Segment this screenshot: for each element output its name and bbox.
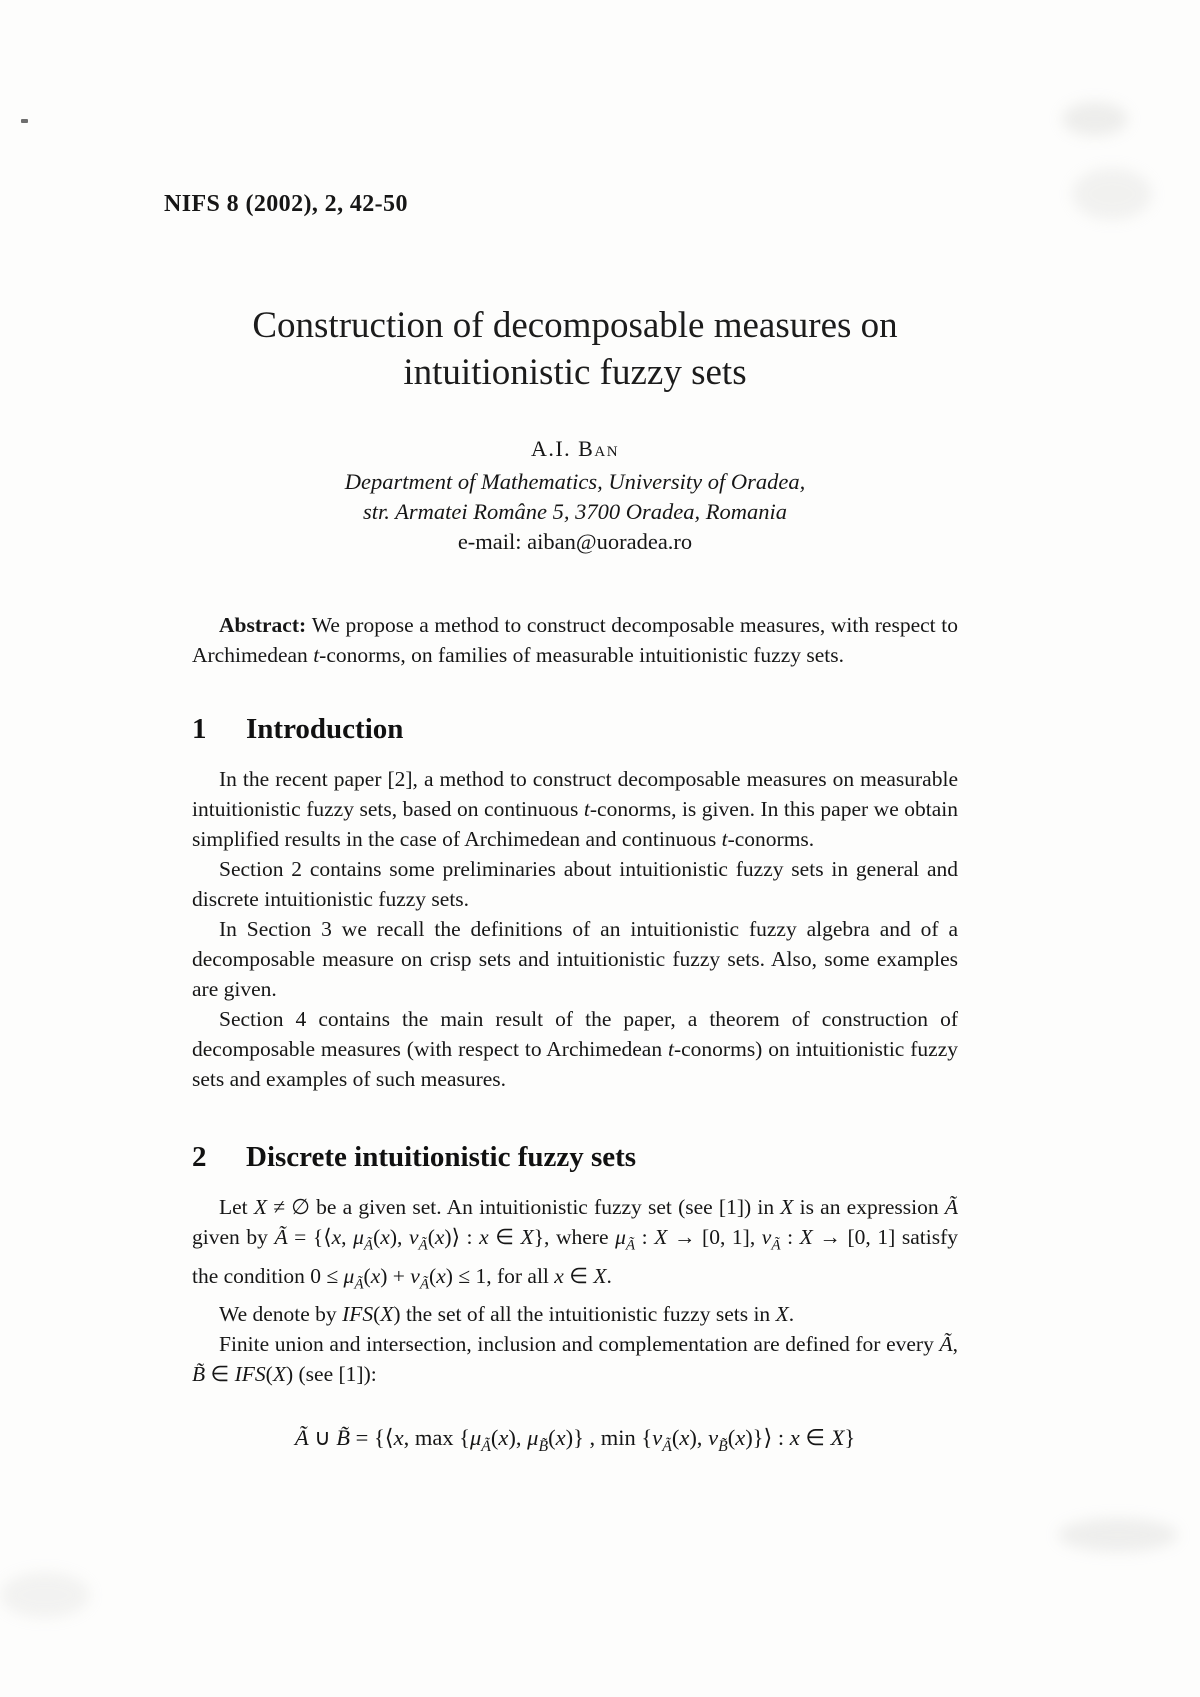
text-column	[164, 0, 958, 1464]
section-2-paragraph-1: Let X ≠ ∅ be a given set. An intuitionistic fuzzy set (see [1]) in X is an expression Ã given by Ã = {⟨x, $\mu_Ã(x)$, $\nu_Ã(x)⟩$ : x ∈ X}, where $\mu_Ã$ : X → [0, 1], $\nu_Ã$ : X → [0, 1] satisfy the condition $0 \le \mu_Ã(x) + \nu_Ã(x) \le 1$, for all x ∈ X.	[192, 1195, 958, 1293]
paper-title-line-1: Construction of decomposable measures on	[252, 305, 898, 346]
scan-smudge-bottom-right-2	[0, 1572, 90, 1618]
section-1-number: 1	[192, 713, 207, 745]
intro-paragraph-3: In Section 3 we recall the definitions of an intuitionistic fuzzy algebra and of a decomposable measure on crisp sets and intuitionistic fuzzy sets. Also, some examples are given.	[192, 917, 958, 1001]
scan-smudge-bottom-right-1	[1058, 1518, 1178, 1552]
scan-smudge-top-right-1	[1062, 102, 1128, 136]
scan-smudge-top-right-2	[1072, 168, 1152, 220]
section-2-number: 2	[192, 1141, 207, 1173]
abstract-paragraph: Abstract: We propose a method to construct decomposable measures, with respect to Archimedean t-conorms, on families of measurable intuitionistic fuzzy sets.	[192, 613, 958, 667]
scan-speck	[21, 119, 28, 123]
section-2-paragraph-3: Finite union and intersection, inclusion and complementation are defined for every Ã, B̃ ∈ IFS(X) (see [1]):	[192, 1332, 958, 1387]
section-1-heading	[192, 712, 958, 746]
section-2-heading	[192, 1140, 958, 1174]
email-line: e-mail: aiban@uoradea.ro	[457, 529, 693, 554]
section-1-title: Introduction	[246, 713, 404, 745]
section-2-paragraph-2: We denote by IFS(X) the set of all the intuitionistic fuzzy sets in X.	[219, 1302, 795, 1327]
affiliation-line-1: Department of Mathematics, University of Oradea,	[344, 469, 806, 494]
section-2-title: Discrete intuitionistic fuzzy sets	[246, 1141, 637, 1173]
intro-paragraph-1: In the recent paper [2], a method to construct decomposable measures on measurable intuitionistic fuzzy sets, based on continuous t-conorms, is given. In this paper we obtain simplified results in the case of Archimedean and continuous t-conorms.	[192, 767, 958, 851]
paper-title-line-2: intuitionistic fuzzy sets	[403, 352, 747, 393]
intro-paragraph-4: Section 4 contains the main result of the paper, a theorem of construction of decomposable measures (with respect to Archimedean t-conorms) on intuitionistic fuzzy sets and examples of such measures.	[192, 1007, 958, 1091]
display-equation-union: Ã ∪ B̃ = {⟨x, $\max \{\mu_Ã(x)$, $\mu_{B̃}(x)$} , $\min \{\nu_Ã(x)$, $\nu_{B̃}(x)\}⟩$ : x ∈ X}	[294, 1425, 856, 1456]
intro-paragraph-2: Section 2 contains some preliminaries about intuitionistic fuzzy sets in general and discrete intuitionistic fuzzy sets.	[192, 857, 958, 911]
journal-reference: NIFS 8 (2002), 2, 42-50	[164, 191, 408, 217]
affiliation-line-2: str. Armatei Române 5, 3700 Oradea, Romania	[363, 499, 787, 524]
paper-title	[192, 302, 958, 396]
author-name: A.I. Ban	[530, 436, 620, 461]
